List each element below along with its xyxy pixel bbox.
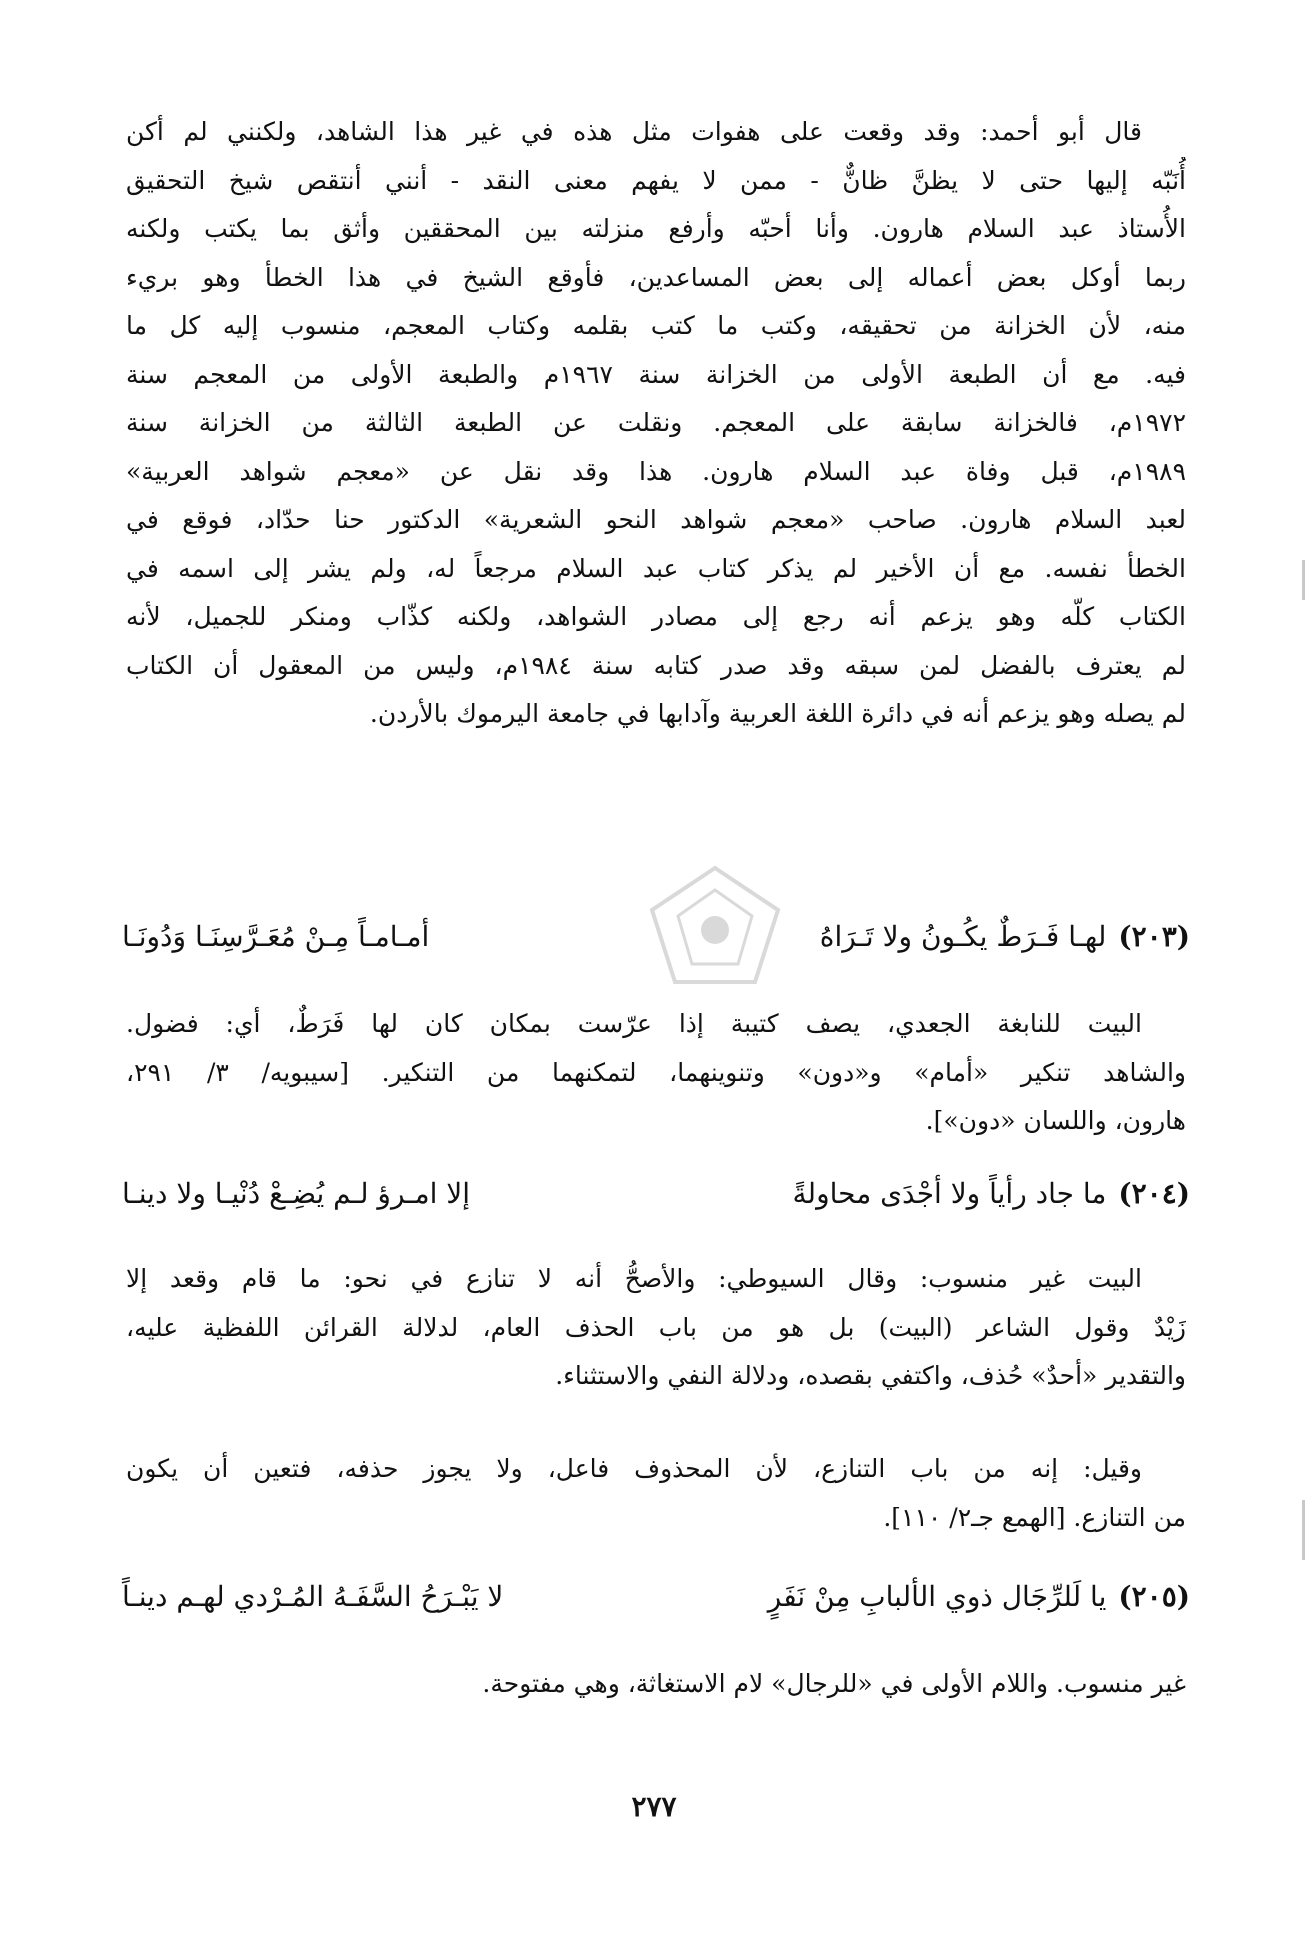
commentary-205	[126, 1660, 1186, 1709]
commentary-204-continued	[126, 1445, 1186, 1542]
paragraph-line: ربما أوكل بعض أعماله إلى بعض المساعدين، فأوقع الشيخ في هذا الخطأ وهو بريء	[126, 262, 1186, 292]
paragraph-line: والشاهد تنكير «أمام» و«دون» وتنوينهما، لتمكنهما من التنكير. [سيبويه/ ٣/ ٢٩١،	[126, 1057, 1186, 1087]
paragraph-line: والتقدير «أحدٌ» حُذف، واكتفي بقصده، ودلالة النفي والاستثناء.	[555, 1361, 1186, 1390]
scan-edge-mark	[1302, 1500, 1305, 1560]
verse-second-hemistich: لا يَبْـرَحُ السَّفَـهُ المُـرْدي لهـم دينـاً	[122, 1579, 504, 1613]
paragraph-line: قال أبو أحمد: وقد وقعت على هفوات مثل هذه في غير هذا الشاهد، ولكنني لم أكن	[126, 117, 1142, 146]
paragraph-line: ١٩٨٩م، قبل وفاة عبد السلام هارون. هذا وقد نقل عن «معجم شواهد العربية»	[126, 456, 1186, 486]
paragraph-line: منه، لأن الخزانة من تحقيقه، وكتب ما كتب بقلمه وكتاب المعجم، منسوب إليه كل ما	[126, 311, 1186, 340]
paragraph-line: ١٩٧٢م، فالخزانة سابقة على المعجم. ونقلت عن الطبعة الثالثة من الخزانة سنة	[126, 408, 1186, 437]
verse-second-hemistich: أمـامـاً مِـنْ مُعَـرَّسِنَـا وَدُونَـا	[122, 919, 430, 953]
page-number: ٢٧٧	[631, 1790, 677, 1823]
paragraph-line: زَيْدٌ وقول الشاعر (البيت) بل هو من باب الحذف العام، لدلالة القرائن اللفظية عليه،	[126, 1312, 1186, 1342]
verse-204	[122, 1165, 1190, 1221]
scan-edge-mark	[1302, 560, 1305, 600]
verse-number: (٢٠٣)	[1118, 919, 1190, 953]
main-paragraph	[126, 108, 1186, 739]
verse-second-hemistich: إلا امـرؤ لـم يُضِـعْ دُنْيـا ولا دينـا	[122, 1176, 471, 1210]
verse-number: (٢٠٤)	[1118, 1176, 1190, 1210]
verse-first-hemistich: لهـا فَـرَطٌ يكُـونُ ولا تَـرَاهُ	[819, 919, 1107, 953]
paragraph-line: غير منسوب. واللام الأولى في «للرجال» لام الاستغاثة، وهي مفتوحة.	[482, 1669, 1186, 1698]
commentary-203	[126, 1000, 1186, 1146]
paragraph-line: لعبد السلام هارون. صاحب «معجم شواهد النحو الشعرية» الدكتور حنا حدّاد، فوقع في	[126, 505, 1186, 534]
verse-first-hemistich: يا لَلرِّجَال ذوي الألبابِ مِنْ نَفَرٍ	[767, 1579, 1107, 1613]
paragraph-line: الخطأ نفسه. مع أن الأخير لم يذكر كتاب عبد السلام مرجعاً له، ولم يشر إلى اسمه في	[126, 553, 1186, 583]
verse-number: (٢٠٥)	[1118, 1579, 1190, 1613]
paragraph-line: الكتاب كلّه وهو يزعم أنه رجع إلى مصادر الشواهد، ولكنه كذّاب ومنكر للجميل، لأنه	[126, 602, 1186, 631]
paragraph-line: هارون، واللسان «دون»].	[925, 1106, 1186, 1135]
verse-203	[122, 908, 1190, 964]
paragraph-line: البيت غير منسوب: وقال السيوطي: والأصحُّ أنه لا تنازع في نحو: ما قام وقعد إلا	[126, 1264, 1142, 1293]
paragraph-line: من التنازع. [الهمع جـ٢/ ١١٠].	[883, 1502, 1186, 1532]
commentary-204	[126, 1255, 1186, 1401]
paragraph-line: البيت للنابغة الجعدي، يصف كتيبة إذا عرّست بمكان كان لها فَرَطٌ، أي: فضول.	[126, 1009, 1142, 1038]
paragraph-line: الأُستاذ عبد السلام هارون. وأنا أحبّه وأرفع منزلته بين المحققين وأثق بما يكتب ولكنه	[126, 214, 1186, 243]
verse-205	[122, 1568, 1190, 1624]
paragraph-line: فيه. مع أن الطبعة الأولى من الخزانة سنة ١٩٦٧م والطبعة الأولى من المعجم سنة	[126, 359, 1186, 389]
paragraph-line: أُنَبّه إليها حتى لا يظنَّ ظانٌّ - ممن لا يفهم معنى النقد - أنني أنتقص شيخ التحقيق	[126, 165, 1186, 195]
paragraph-line: لم يصله وهو يزعم أنه في دائرة اللغة العربية وآدابها في جامعة اليرموك بالأردن.	[369, 699, 1186, 728]
paragraph-line: لم يعترف بالفضل لمن سبقه وقد صدر كتابه سنة ١٩٨٤م، وليس من المعقول أن الكتاب	[126, 650, 1186, 680]
verse-first-hemistich: ما جاد رأياً ولا أجْدَى محاولةً	[792, 1176, 1107, 1210]
paragraph-line: وقيل: إنه من باب التنازع، لأن المحذوف فاعل، ولا يجوز حذفه، فتعين أن يكون	[126, 1454, 1142, 1483]
